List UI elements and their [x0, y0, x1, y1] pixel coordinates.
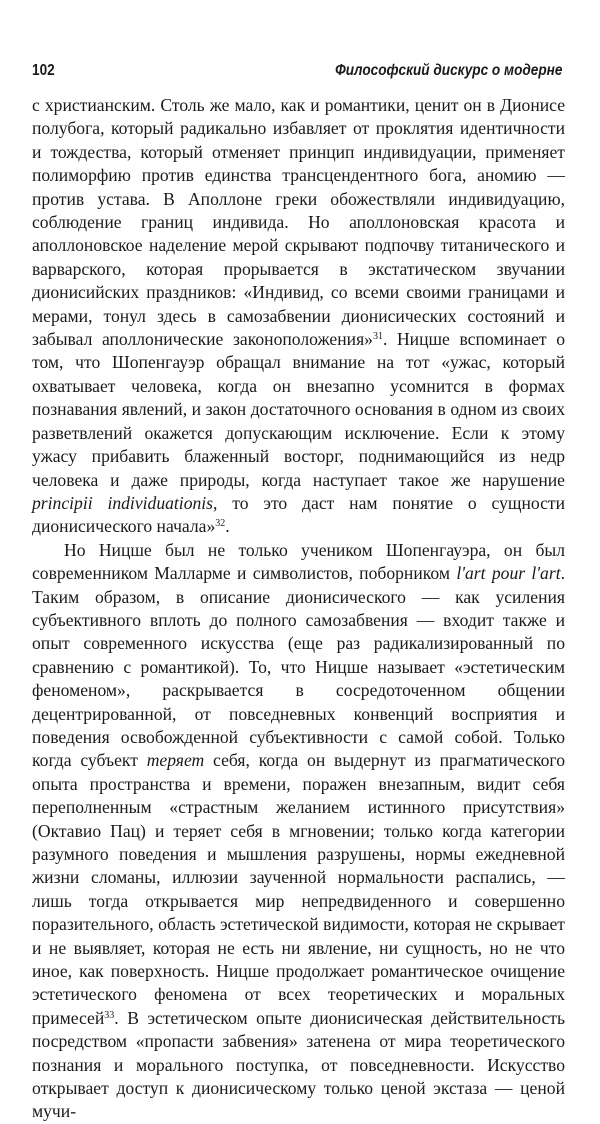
- page-number: 102: [32, 62, 55, 79]
- text-run: . Ницше вспоминает о том, что Шопенгауэр обращал внимание на тот «ужас, который охватывает человека, когда он внезапно усомнится в формах познавания явлений, и закон достаточного основания в одном из своих разветвлений окажется допускающим исключение. Если к этому ужасу прибавить блаженный восторг, поднимающийся из недр человека и даже природы, когда наступает такое же нарушение: [32, 329, 566, 490]
- paragraph-2: [32, 539, 565, 1124]
- footnote-ref-33: 33: [104, 1009, 115, 1021]
- text-run: с христианским. Столь же мало, как и романтики, ценит он в Дионисе полубога, который радикально избавляет от проклятия идентичности и тождества, который отменяет принцип индивидуации, применяет полиморфию против единства трансцендентного бога, аномию — против устава. В Аполлоне греки обожествляли индивидуацию, соблюдение границ индивида. Но аполлоновская красота и аполлоновское наделение мерой скрывают подпочву титанического и варварского, которая прорывается в экстатическом звучании дионисийских праздников: «Индивид, со всеми своими границами и мерами, тонул здесь в самозабвении дионисических состояний и забывал аполлонические законоположения»: [32, 95, 565, 350]
- text-run: себя, когда он выдернут из прагматического опыта пространства и времени, поражен внезапным, видит себя переполненным «страстным желанием истинного присутствия» (Октавио Пац) и теряет себя в мгновении; только когда категории разумного поведения и мышления разрушены, нормы ежедневной жизни сломаны, иллюзии заученной нормальности распались, — лишь тогда открывается мир непредвиденного и совершенно поразительного, область эстетической видимости, которая не скрывает и не выявляет, которая не есть ни явление, ни сущность, но не что иное, как поверхность. Ницше продолжает романтическое очищение эстетического феномена от всех теоретических и моральных примесей: [32, 750, 565, 1028]
- paragraph-1: [32, 94, 565, 539]
- italic-word: теряет: [146, 750, 205, 771]
- text-run: , то это даст нам понятие о сущности дионисического начала»: [32, 492, 566, 537]
- text-run: . Таким образом, в описание дионисического — как усиления субъективного вплоть до полного самозабвения — входит также и опыт современного искусства (еще раз радикализированный по сравнению с романтикой). То, что Ницше называет «эстетическим феноменом», раскрывается в сосредоточенном общении децентрированной, от повседневных конвенций восприятия и поведения освобожденной субъективности с самой собой. Только когда субъект: [32, 563, 565, 771]
- text-run: . В эстетическом опыте дионисическая действительность посредством «пропасти забвения» затенена от мира теоретического познания и морального поступка, от повседневности. Искусство открывает доступ к дионисическому только ценой экстаза — ценой мучи-: [32, 1007, 565, 1122]
- running-title: Философский дискурс о модерне: [334, 62, 562, 79]
- footnote-ref-31: 31: [372, 331, 383, 343]
- body-text: [32, 94, 565, 1124]
- text-run: .: [225, 516, 230, 537]
- page-header: [32, 62, 570, 84]
- text-run: Но Ницше был не только учеником Шопенгауэра, он был современником Малларме и символистов, поборником: [32, 539, 565, 584]
- italic-phrase: principii individuationis: [32, 492, 214, 513]
- italic-phrase: l'art pour l'art: [456, 563, 561, 584]
- footnote-ref-32: 32: [215, 518, 226, 530]
